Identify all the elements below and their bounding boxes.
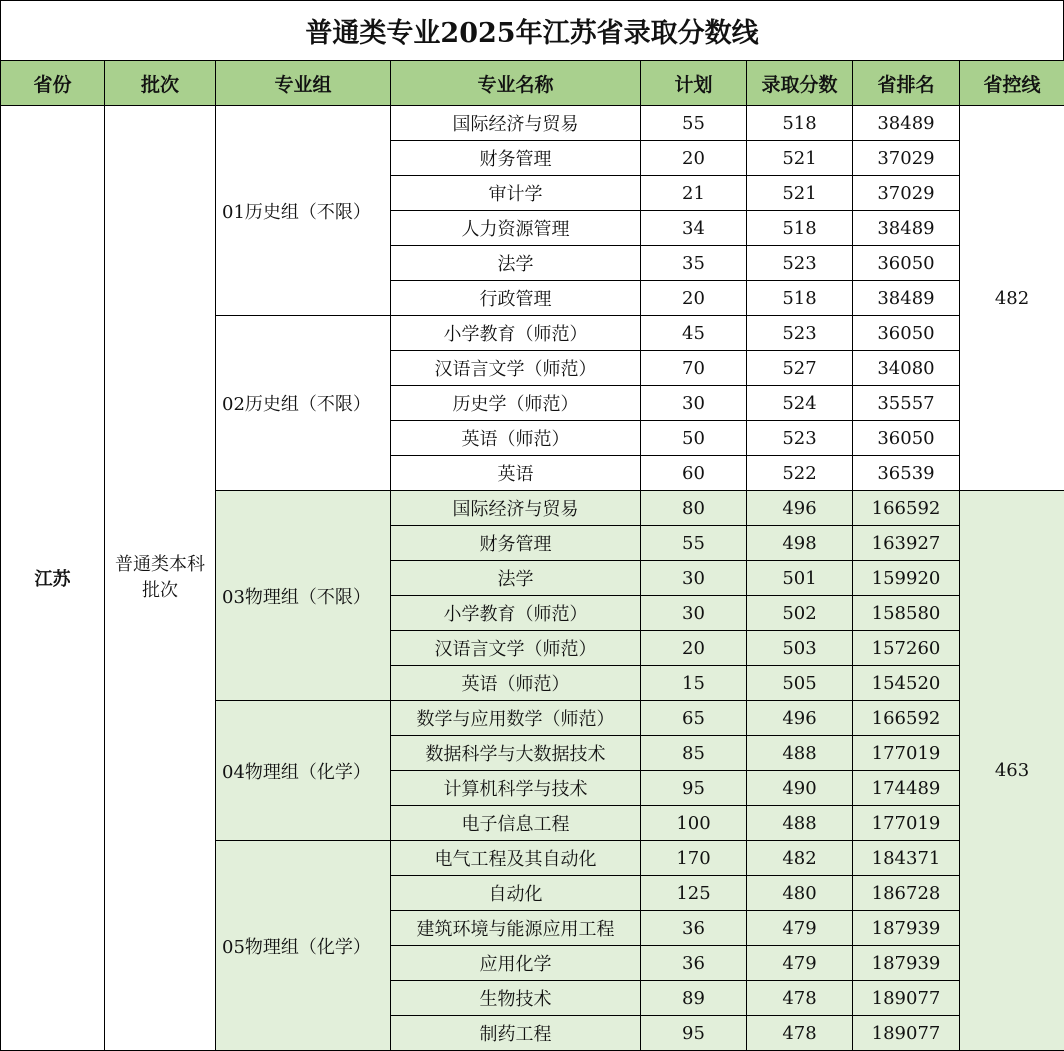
score-cell: 518 — [747, 281, 853, 316]
major-group-cell: 04物理组（化学） — [216, 701, 391, 841]
score-cell: 521 — [747, 141, 853, 176]
control-line-history: 482 — [960, 106, 1064, 491]
major-name-cell: 数据科学与大数据技术 — [391, 736, 641, 771]
major-name-cell: 人力资源管理 — [391, 211, 641, 246]
header-control-line: 省控线 — [960, 61, 1064, 106]
batch-cell: 普通类本科批次 — [105, 106, 216, 1051]
rank-cell: 174489 — [853, 771, 960, 806]
score-cell: 479 — [747, 946, 853, 981]
major-name-cell: 自动化 — [391, 876, 641, 911]
score-cell: 501 — [747, 561, 853, 596]
plan-cell: 85 — [641, 736, 747, 771]
rank-cell: 187939 — [853, 911, 960, 946]
table-row — [1, 106, 1064, 141]
score-cell: 522 — [747, 456, 853, 491]
plan-cell: 70 — [641, 351, 747, 386]
score-cell: 502 — [747, 596, 853, 631]
score-cell: 482 — [747, 841, 853, 876]
score-cell: 523 — [747, 316, 853, 351]
major-name-cell: 英语（师范） — [391, 421, 641, 456]
score-cell: 496 — [747, 701, 853, 736]
major-name-cell: 电子信息工程 — [391, 806, 641, 841]
header-row — [1, 61, 1064, 106]
major-name-cell: 应用化学 — [391, 946, 641, 981]
rank-cell: 158580 — [853, 596, 960, 631]
score-cell: 488 — [747, 736, 853, 771]
rank-cell: 36050 — [853, 316, 960, 351]
plan-cell: 35 — [641, 246, 747, 281]
major-name-cell: 数学与应用数学（师范） — [391, 701, 641, 736]
control-line-physics: 463 — [960, 491, 1064, 1051]
rank-cell: 189077 — [853, 1016, 960, 1051]
major-name-cell: 国际经济与贸易 — [391, 106, 641, 141]
major-name-cell: 制药工程 — [391, 1016, 641, 1051]
major-group-cell: 03物理组（不限） — [216, 491, 391, 701]
plan-cell: 100 — [641, 806, 747, 841]
major-name-cell: 小学教育（师范） — [391, 596, 641, 631]
plan-cell: 20 — [641, 141, 747, 176]
plan-cell: 20 — [641, 631, 747, 666]
rank-cell: 38489 — [853, 211, 960, 246]
score-cell: 496 — [747, 491, 853, 526]
score-cell: 524 — [747, 386, 853, 421]
major-name-cell: 审计学 — [391, 176, 641, 211]
score-cell: 498 — [747, 526, 853, 561]
rank-cell: 189077 — [853, 981, 960, 1016]
rank-cell: 159920 — [853, 561, 960, 596]
score-cell: 505 — [747, 666, 853, 701]
major-name-cell: 汉语言文学（师范） — [391, 631, 641, 666]
rank-cell: 166592 — [853, 491, 960, 526]
major-name-cell: 计算机科学与技术 — [391, 771, 641, 806]
score-cell: 523 — [747, 246, 853, 281]
header-province: 省份 — [1, 61, 105, 106]
rank-cell: 154520 — [853, 666, 960, 701]
plan-cell: 125 — [641, 876, 747, 911]
major-group-cell: 05物理组（化学） — [216, 841, 391, 1051]
score-cell: 523 — [747, 421, 853, 456]
plan-cell: 50 — [641, 421, 747, 456]
major-name-cell: 生物技术 — [391, 981, 641, 1016]
plan-cell: 45 — [641, 316, 747, 351]
header-score: 录取分数 — [747, 61, 853, 106]
score-cell: 521 — [747, 176, 853, 211]
plan-cell: 21 — [641, 176, 747, 211]
plan-cell: 170 — [641, 841, 747, 876]
score-cell: 490 — [747, 771, 853, 806]
score-cell: 478 — [747, 1016, 853, 1051]
major-name-cell: 英语 — [391, 456, 641, 491]
rank-cell: 36050 — [853, 421, 960, 456]
score-cell: 480 — [747, 876, 853, 911]
major-name-cell: 建筑环境与能源应用工程 — [391, 911, 641, 946]
plan-cell: 60 — [641, 456, 747, 491]
rank-cell: 35557 — [853, 386, 960, 421]
header-plan: 计划 — [641, 61, 747, 106]
major-name-cell: 历史学（师范） — [391, 386, 641, 421]
rank-cell: 177019 — [853, 736, 960, 771]
major-name-cell: 英语（师范） — [391, 666, 641, 701]
plan-cell: 30 — [641, 596, 747, 631]
plan-cell: 30 — [641, 386, 747, 421]
rank-cell: 38489 — [853, 106, 960, 141]
plan-cell: 95 — [641, 1016, 747, 1051]
score-cell: 488 — [747, 806, 853, 841]
plan-cell: 36 — [641, 946, 747, 981]
rank-cell: 37029 — [853, 176, 960, 211]
table-title: 普通类专业2025年江苏省录取分数线 — [0, 0, 1064, 60]
plan-cell: 80 — [641, 491, 747, 526]
plan-cell: 89 — [641, 981, 747, 1016]
score-cell: 479 — [747, 911, 853, 946]
major-name-cell: 小学教育（师范） — [391, 316, 641, 351]
major-name-cell: 财务管理 — [391, 141, 641, 176]
rank-cell: 38489 — [853, 281, 960, 316]
major-name-cell: 电气工程及其自动化 — [391, 841, 641, 876]
major-group-cell: 02历史组（不限） — [216, 316, 391, 491]
plan-cell: 30 — [641, 561, 747, 596]
score-cell: 518 — [747, 106, 853, 141]
province-cell: 江苏 — [1, 106, 105, 1051]
rank-cell: 36050 — [853, 246, 960, 281]
rank-cell: 187939 — [853, 946, 960, 981]
score-cell: 503 — [747, 631, 853, 666]
major-name-cell: 法学 — [391, 246, 641, 281]
plan-cell: 20 — [641, 281, 747, 316]
plan-cell: 36 — [641, 911, 747, 946]
score-cell: 478 — [747, 981, 853, 1016]
header-rank: 省排名 — [853, 61, 960, 106]
rank-cell: 184371 — [853, 841, 960, 876]
rank-cell: 36539 — [853, 456, 960, 491]
major-name-cell: 汉语言文学（师范） — [391, 351, 641, 386]
rank-cell: 166592 — [853, 701, 960, 736]
plan-cell: 15 — [641, 666, 747, 701]
major-group-cell: 01历史组（不限） — [216, 106, 391, 316]
rank-cell: 163927 — [853, 526, 960, 561]
rank-cell: 37029 — [853, 141, 960, 176]
rank-cell: 177019 — [853, 806, 960, 841]
major-name-cell: 财务管理 — [391, 526, 641, 561]
major-name-cell: 行政管理 — [391, 281, 641, 316]
major-name-cell: 国际经济与贸易 — [391, 491, 641, 526]
plan-cell: 95 — [641, 771, 747, 806]
header-major-group: 专业组 — [216, 61, 391, 106]
header-batch: 批次 — [105, 61, 216, 106]
rank-cell: 186728 — [853, 876, 960, 911]
header-major-name: 专业名称 — [391, 61, 641, 106]
plan-cell: 34 — [641, 211, 747, 246]
plan-cell: 55 — [641, 106, 747, 141]
plan-cell: 65 — [641, 701, 747, 736]
score-cell: 527 — [747, 351, 853, 386]
rank-cell: 34080 — [853, 351, 960, 386]
admission-score-table — [0, 60, 1064, 1051]
plan-cell: 55 — [641, 526, 747, 561]
rank-cell: 157260 — [853, 631, 960, 666]
major-name-cell: 法学 — [391, 561, 641, 596]
score-cell: 518 — [747, 211, 853, 246]
